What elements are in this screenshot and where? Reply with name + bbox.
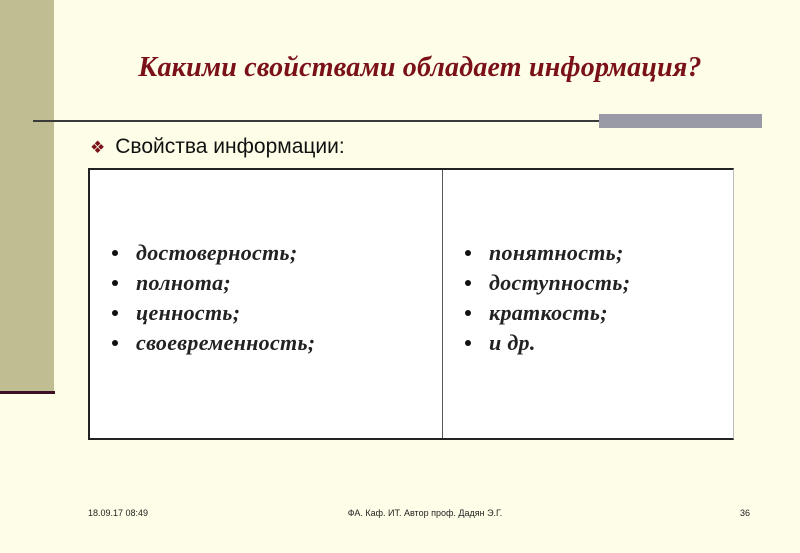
list-item [465,238,630,268]
bullet-dot-icon [112,340,118,346]
property-text: понятность; [489,240,624,265]
title-accent-block [599,114,762,128]
bullet-dot-icon [112,310,118,316]
left-properties-list [112,238,315,358]
property-text: достоверность; [136,240,298,265]
bullet-dot-icon [465,280,471,286]
bullet-dot-icon [465,310,471,316]
bullet-dot-icon [112,280,118,286]
property-text: доступность; [489,270,631,295]
bullet-dot-icon [112,250,118,256]
list-item [112,268,315,298]
property-text: и др. [489,330,536,355]
diamond-bullet-icon: ❖ [90,137,106,157]
property-text: своевременность; [136,330,316,355]
left-bar-underline [0,391,55,394]
property-text: краткость; [489,300,608,325]
bullet-dot-icon [465,340,471,346]
footer-date: 18.09.17 08:49 [88,508,149,518]
list-item [465,328,630,358]
subtitle-row [90,135,345,159]
properties-table [88,168,734,440]
footer-author: ФА. Каф. ИТ. Автор проф. Дадян Э.Г. [347,508,503,518]
list-item [465,268,630,298]
list-item [112,298,315,328]
table-column-left [90,170,443,438]
property-text: полнота; [136,270,232,295]
table-column-right [443,170,733,438]
bullet-dot-icon [465,250,471,256]
footer-page-number: 36 [740,508,751,518]
list-item [112,328,315,358]
subtitle: Свойства информации: [115,135,345,158]
property-text: ценность; [136,300,241,325]
left-decorative-bar [0,0,54,393]
list-item [465,298,630,328]
slide-title: Какими свойствами обладает информация? [138,52,702,83]
list-item [112,238,315,268]
right-properties-list [465,238,630,358]
